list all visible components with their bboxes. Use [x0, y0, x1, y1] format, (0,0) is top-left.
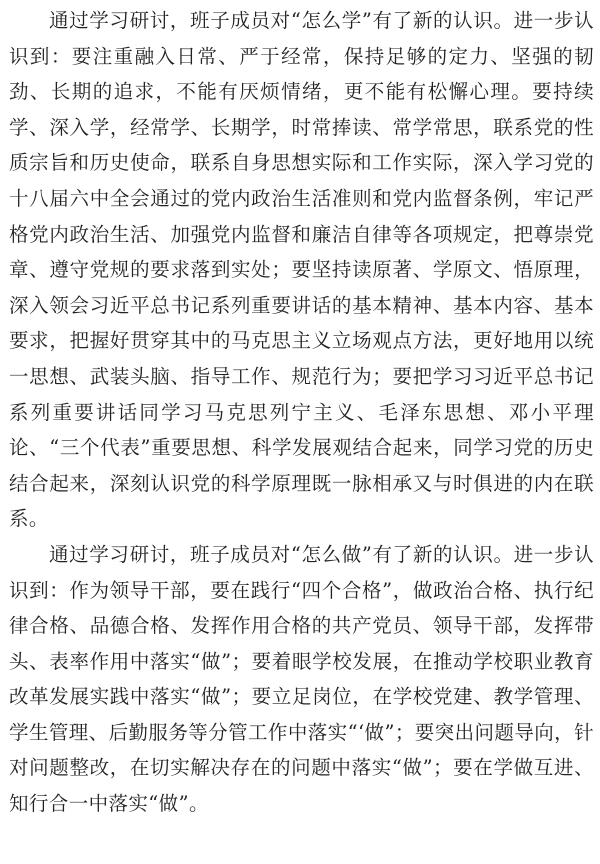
paragraph-how-to-learn: 通过学习研讨，班子成员对“怎么学”有了新的认识。进一步认识到：要注重融入日常、严于经常，保持足够的定力、坚强的韧劲、长期的追求，不能有厌烦情绪，更不能有松懈心理。要持续学、深入学，经常学、长期学，时常捧读、常学常思，联系党的性质宗旨和历史使命，联系自身思想实际和工作实际，深入学习党的十八届六中全会通过的党内政治生活准则和党内监督条例，牢记严格党内政治生活、加强党内监督和廉洁自律等各项规定，把尊崇党章、遵守党规的要求落到实处；要坚持读原著、学原文、悟原理，深入领会习近平总书记系列重要讲话的基本精神、基本内容、基本要求，把握好贯穿其中的马克思主义立场观点方法，更好地用以统一思想、武装头脑、指导工作、规范行为；要把学习习近平总书记系列重要讲话同学习马克思列宁主义、毛泽东思想、邓小平理论、“三个代表”重要思想、科学发展观结合起来，同学习党的历史结合起来，深刻认识党的科学原理既一脉相承又与时俱进的内在联系。	[9, 9, 594, 531]
paragraph-how-to-do: 通过学习研讨，班子成员对“怎么做”有了新的认识。进一步认识到：作为领导干部，要在践行“四个合格”，做政治合格、执行纪律合格、品德合格、发挥作用合格的共产党员、领导干部，发挥带头、表率作用中落实“做”；要着眼学校发展，在推动学校职业教育改革发展实践中落实“做”；要立足岗位，在学校党建、教学管理、学生管理、后勤服务等分管工作中落实“‘做”；要突出问题导向，针对问题整改，在切实解决存在的问题中落实“做”；要在学做互进、知行合一中落实“做”。	[9, 542, 594, 816]
